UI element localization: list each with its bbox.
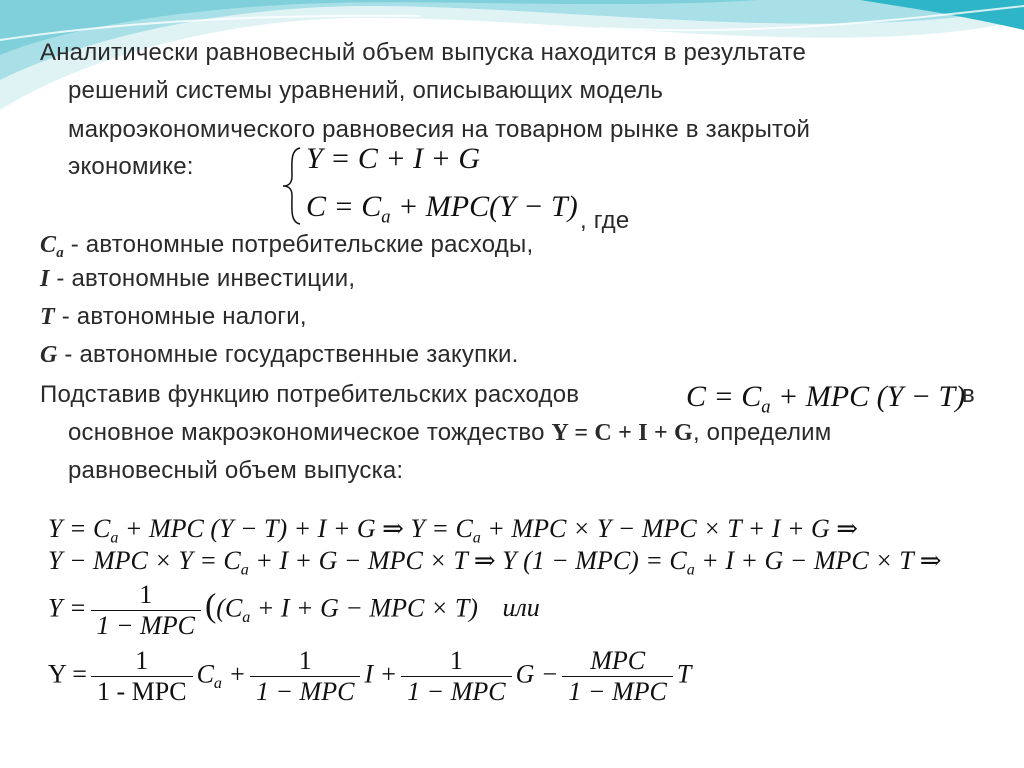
derivation-row-2: Y − MPC × $Y = C_a + I + G$ − MPC × T ⇒ Y $(1 - MPC) = C_a + I + G$ − MPC × T ⇒ bbox=[48, 546, 942, 579]
derivation-row-3: Y = $\frac{1}{\text{1 − MPC}}$ (($C_a + I + G$ − MPC × T) или bbox=[48, 580, 540, 640]
or-word: или bbox=[502, 593, 540, 623]
system-equation-2: $C = C_a + MPC(Y - T)$ bbox=[306, 190, 578, 228]
paragraph2-line2: основное макроэкономическое тождество Y = C + I + G, определим bbox=[68, 419, 832, 446]
inline-consumption-formula: $C = C_a$ + MPC (Y − T) bbox=[686, 380, 966, 418]
fraction-1: $\frac{1}{\text{1 - MPC}}$ bbox=[91, 646, 193, 707]
system-trailing-text: , где bbox=[580, 207, 630, 234]
fraction-2: $\frac{1}{\text{1 − MPC}}$ bbox=[250, 646, 360, 707]
derivation-row-1: $Y = C_a$ + MPC (Y − T) + I + G ⇒ $Y = C_a$ + MPC × Y − MPC × T + I + G ⇒ bbox=[48, 514, 859, 547]
paragraph1-line1: Аналитически равновесный объем выпуска находится в результате bbox=[40, 39, 807, 66]
fraction-4: $\frac{\text{MPC}}{\text{1 − MPC}}$ bbox=[562, 646, 672, 707]
macro-identity: Y = C + I + G bbox=[551, 420, 693, 446]
paragraph1-line2: решений системы уравнений, описывающих модель bbox=[68, 77, 664, 104]
system-equation-1: Y = C + I + G bbox=[306, 142, 481, 175]
definition-i: I - автономные инвестиции, bbox=[40, 265, 356, 292]
definition-g: G - автономные государственные закупки. bbox=[40, 341, 519, 368]
fraction-3: $\frac{1}{\text{1 − MPC}}$ bbox=[401, 646, 511, 707]
system-brace bbox=[280, 146, 304, 226]
paragraph2-line3: равновесный объем выпуска: bbox=[68, 457, 404, 484]
definition-ca: $C_a$ - автономные потребительские расходы, bbox=[40, 231, 534, 262]
paragraph2-line1-end: в bbox=[962, 381, 975, 408]
paragraph1-line3: макроэкономического равновесия на товарном рынке в закрытой bbox=[68, 116, 811, 143]
derivation-row-4: Y = $\frac{1}{\text{1 - MPC}}$ $C_a$ + $\frac{1}{\text{1 − MPC}}$ I + $\frac{1}{\text{1 − MPC}}$ G − $\frac{\text{MPC}}{\text{1 − MPC}}$ T bbox=[48, 646, 692, 706]
paragraph1-line4: экономике: bbox=[68, 153, 194, 180]
fraction-multiplier: $\frac{1}{\text{1 − MPC}}$ bbox=[91, 580, 201, 641]
definition-t: T - автономные налоги, bbox=[40, 303, 307, 330]
paragraph2-line1: Подставив функцию потребительских расходов bbox=[40, 381, 580, 408]
